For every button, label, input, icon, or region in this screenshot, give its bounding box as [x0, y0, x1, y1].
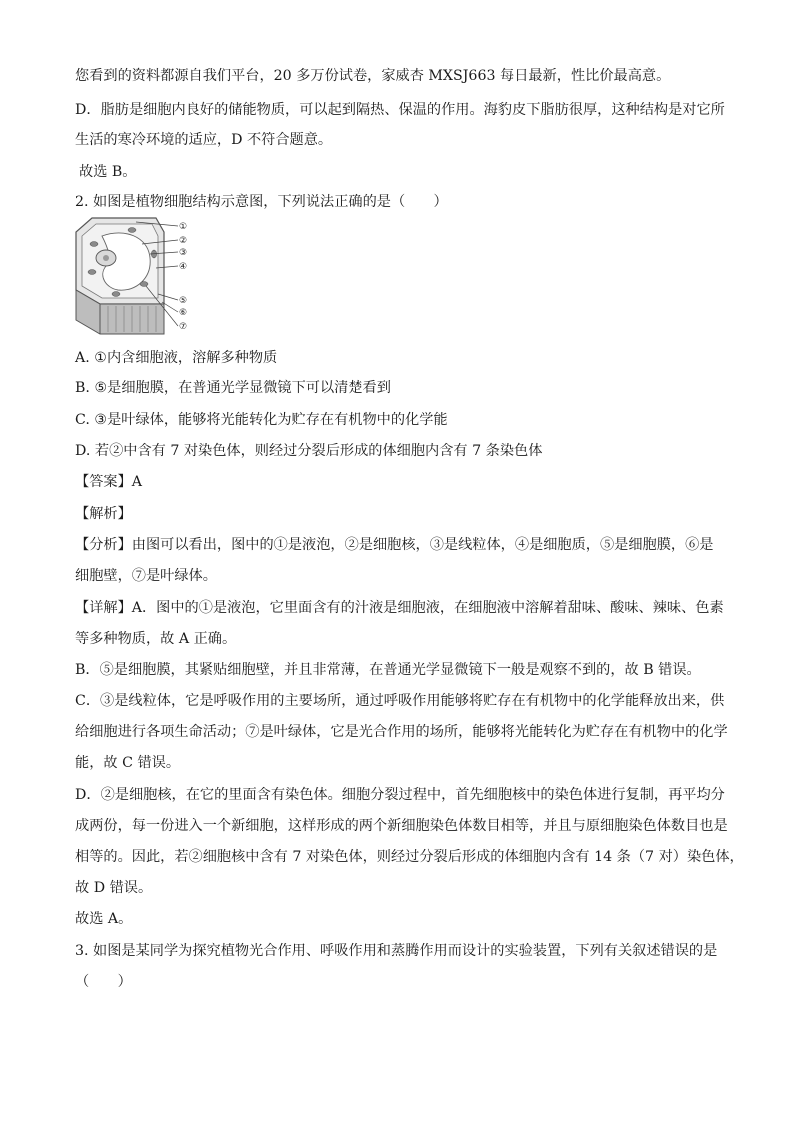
answer-choice: 故选 A。 [75, 911, 133, 927]
detail-c-end: 能，故 C 错误。 [75, 755, 181, 771]
analysis-heading: 【解析】 [75, 506, 132, 522]
detail-d: D．②是细胞核，在它的里面含有染色体。细胞分裂过程中，首先细胞核中的染色体进行复制，再平均分 [75, 787, 725, 803]
option-d-explanation: D．脂肪是细胞内良好的储能物质，可以起到隔热、保温的作用。海豹皮下脂肪很厚，这种结构是对它所 [75, 102, 725, 118]
figure-label-3: ③ [179, 248, 188, 258]
figure-label-7: ⑦ [179, 322, 188, 332]
figure-label-6: ⑥ [179, 308, 188, 318]
answer-label: 【答案】A [75, 474, 142, 490]
question-3-bracket: （ ） [75, 974, 132, 990]
detail-a-cont: 等多种物质，故 A 正确。 [75, 631, 237, 647]
plant-cell-figure [72, 214, 196, 338]
header-note: 您看到的资料都源自我们平台，20 多万份试卷，家威杏 MXSJ663 每日最新，性比价最高意。 [75, 68, 671, 84]
detail-c: C．③是线粒体，它是呼吸作用的主要场所，通过呼吸作用能够将贮存在有机物中的化学能释放出来，供 [75, 693, 725, 709]
figure-label-2: ② [179, 236, 188, 246]
detail-b: B．⑤是细胞膜，其紧贴细胞壁，并且非常薄，在普通光学显微镜下一般是观察不到的，故 B 错误。 [75, 662, 701, 678]
detail-d-end: 故 D 错误。 [75, 880, 153, 896]
question-3: 3. 如图是某同学为探究植物光合作用、呼吸作用和蒸腾作用而设计的实验装置，下列有关叙述错误的是 [75, 943, 718, 959]
question-2: 2. 如图是植物细胞结构示意图，下列说法正确的是（ ） [75, 194, 448, 210]
option-d: D. 若②中含有 7 对染色体，则经过分裂后形成的体细胞内含有 7 条染色体 [75, 443, 543, 459]
prev-answer-choice: 故选 B。 [79, 164, 137, 180]
detail-d-cont2: 相等的。因此，若②细胞核中含有 7 对染色体，则经过分裂后形成的体细胞内含有 14 条（7 对）染色体， [75, 849, 744, 865]
option-d-explanation-cont: 生活的寒冷环境的适应，D 不符合题意。 [75, 132, 333, 148]
figure-label-5: ⑤ [179, 296, 188, 306]
detail-d-cont1: 成两份，每一份进入一个新细胞，这样形成的两个新细胞染色体数目相等，并且与原细胞染色体数目也是 [75, 818, 728, 834]
option-b: B. ⑤是细胞膜，在普通光学显微镜下可以清楚看到 [75, 380, 391, 396]
figure-label-4: ④ [179, 262, 188, 272]
figure-label-1: ① [179, 222, 188, 232]
analysis-summary: 【分析】由图可以看出，图中的①是液泡，②是细胞核，③是线粒体，④是细胞质，⑤是细胞膜，⑥是 [75, 537, 714, 553]
option-a: A. ①内含细胞液，溶解多种物质 [75, 350, 278, 366]
option-c: C. ③是叶绿体，能够将光能转化为贮存在有机物中的化学能 [75, 412, 448, 428]
detail-a: 【详解】A．图中的①是液泡，它里面含有的汁液是细胞液，在细胞液中溶解着甜味、酸味、辣味、色素 [75, 600, 724, 616]
detail-c-cont: 给细胞进行各项生命活动；⑦是叶绿体，它是光合作用的场所，能够将光能转化为贮存在有机物中的化学 [75, 724, 728, 740]
analysis-summary-cont: 细胞壁，⑦是叶绿体。 [75, 568, 217, 584]
